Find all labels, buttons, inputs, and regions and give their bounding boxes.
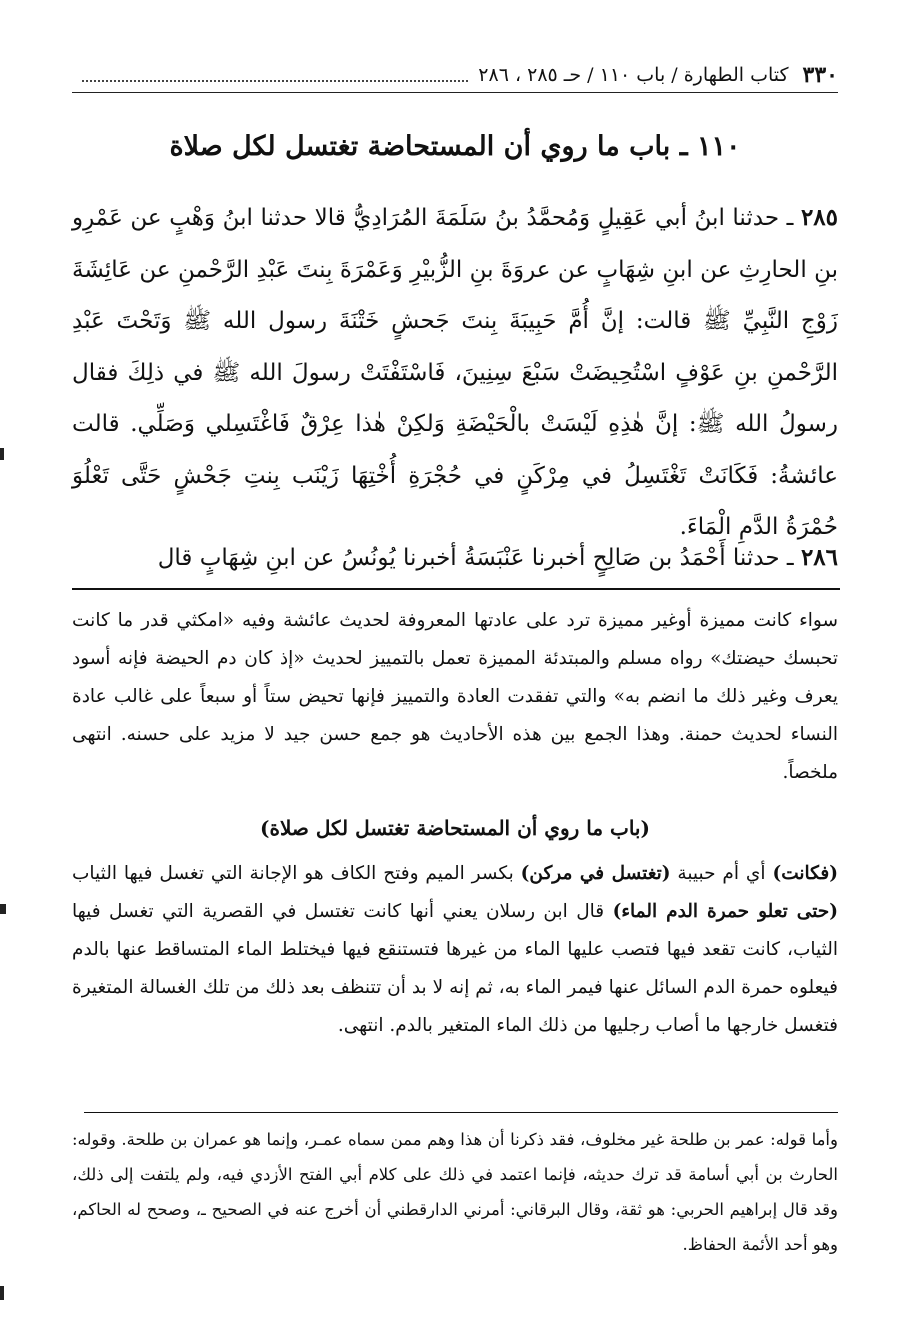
commentary-text: بكسر الميم وفتح الكاف هو الإجانة التي تغسل فيها الثياب: [72, 863, 521, 884]
commentary-text: قال ابن رسلان يعني أنها كانت تغتسل في القصرية التي تغسل فيها الثياب، كانت تقعد فيها فتصب عليها الماء من غيرها فتستنقع فيها فيختلط الماء المتساقط عنها بالدم فيعلوه حمرة الدم السائل عنها فيمر الماء به، ثم إنه لا بد أن تتنظف بعد ذلك من تلك الغسالة المتغيرة فتغسل خارجها ما أصاب رجليها من ذلك الماء المتغير بالدم. انتهى.: [72, 901, 838, 1036]
commentary-lemma: (تغتسل في مركن): [520, 863, 671, 884]
hadith-text: ـ حدثنا ابنُ أبي عَقِيلٍ وَمُحمَّدُ بنُ سَلَمَةَ المُرَادِيُّ قالا حدثنا ابنُ وَهْبٍ عن عَمْرِو بنِ الحارِثِ عن ابنِ شِهَابٍ عن عروَةَ بنِ الزُّبيْرِ وَعَمْرَةَ بِنتَ عَبْدِ الرَّحْمنِ عن عَائِشَةَ زَوْجِ النَّبِيِّ ﷺ قالت: إنَّ أُمَّ حَبِيبَةَ بِنتَ جَحشٍ خَتْنَةَ رسول الله ﷺ وَتَحْتَ عَبْدِ الرَّحْمنِ بنِ عَوْفٍ اسْتُحِيضَتْ سَبْعَ سِنِينَ، فَاسْتَفْتَتْ رسولَ الله ﷺ في ذلِكَ فقال رسولُ الله ﷺ: إنَّ هٰذِهِ لَيْسَتْ بالْحَيْضَةِ وَلكِنْ هٰذا عِرْقٌ فَاغْتَسِلي وَصَلِّي. قالت عائشةُ: فَكَانَتْ تَغْتَسِلُ في مِرْكَنٍ في حُجْرَةِ أُخْتِهَا زَيْنَب بِنتِ جَحْشٍ حَتَّى تَعْلُوَ حُمْرَةُ الدَّمِ الْمَاءَ.: [72, 205, 838, 540]
footnote-divider: [84, 1112, 838, 1113]
header-dotted-leader: [82, 68, 468, 82]
scan-edge-mark: [0, 1286, 4, 1300]
scan-edge-mark: [0, 448, 4, 460]
hadith-text: ـ حدثنا أَحْمَدُ بن صَالِحٍ أخبرنا عَنْبَسَةُ أخبرنا يُونُسُ عن ابنِ شِهَابٍ قال: [157, 545, 794, 571]
footnote: وأما قوله: عمر بن طلحة غير مخلوف، فقد ذكرنا أن هذا وهم ممن سماه عمـر، وإنما هو عمران بن طلحة. وقوله: الحارث بن أبي أسامة قد ترك حديثه، فإنما اعتمد في ذلك على كلام أبي الفتح الأزدي فيه، ولم يلتفت إلى ذلك، وقد قال إبراهيم الحربي: هو ثقة، وقال البرقاني: أمرني الدارقطني أن أخرج عنه في الصحيح ـ، وصحح له الحاكم، وهو أحد الأئمة الحفاظ.: [72, 1130, 838, 1254]
commentary-heading: (باب ما روي أن المستحاضة تغتسل لكل صلاة): [260, 816, 650, 840]
commentary-lemma: (فكانت): [772, 863, 838, 884]
header-reference: كتاب الطهارة / باب ١١٠ / حـ ٢٨٥ ، ٢٨٦: [478, 64, 789, 86]
hadith-number: ٢٨٦: [800, 544, 838, 571]
commentary-paragraph-1: سواء كانت مميزة أوغير مميزة ترد على عادتها المعروفة لحديث عائشة وفيه «امكثي قدر ما كانت تحبسك حيضتك» رواه مسلم والمبتدئة المميزة تعمل بالتمييز لحديث «إذ كان دم الحيضة فإنه أسود يعرف وغير ذلك ما انضم به» والتي تفقدت العادة والتمييز فإنها تحيض ستاً أو سبعاً على غالب عادة النساء لحديث حمنة. وهذا الجمع بين هذه الأحاديث هو جمع حسن جيد لا مزيد على حسنه. انتهى ملخصاً.: [72, 610, 838, 783]
main-text-divider: [72, 588, 840, 590]
chapter-title: [72, 122, 838, 172]
running-header: [72, 58, 838, 93]
hadith-number: ٢٨٥: [800, 204, 839, 231]
commentary-paragraph-2: [72, 855, 838, 1045]
scan-edge-mark: [0, 904, 6, 914]
hadith-286: [72, 532, 838, 585]
chapter-dash: ـ: [679, 131, 688, 162]
chapter-bab-word: باب: [629, 131, 671, 162]
commentary-lemma: (حتى تعلو حمرة الدم الماء): [612, 901, 838, 922]
hadith-285: [72, 192, 838, 554]
chapter-number: ١١٠: [697, 131, 741, 162]
page-number: ٣٣٠: [802, 62, 838, 88]
chapter-title-text: ما روي أن المستحاضة تغتسل لكل صلاة: [169, 131, 620, 162]
commentary-text: أي أم حبيبة: [670, 863, 773, 884]
